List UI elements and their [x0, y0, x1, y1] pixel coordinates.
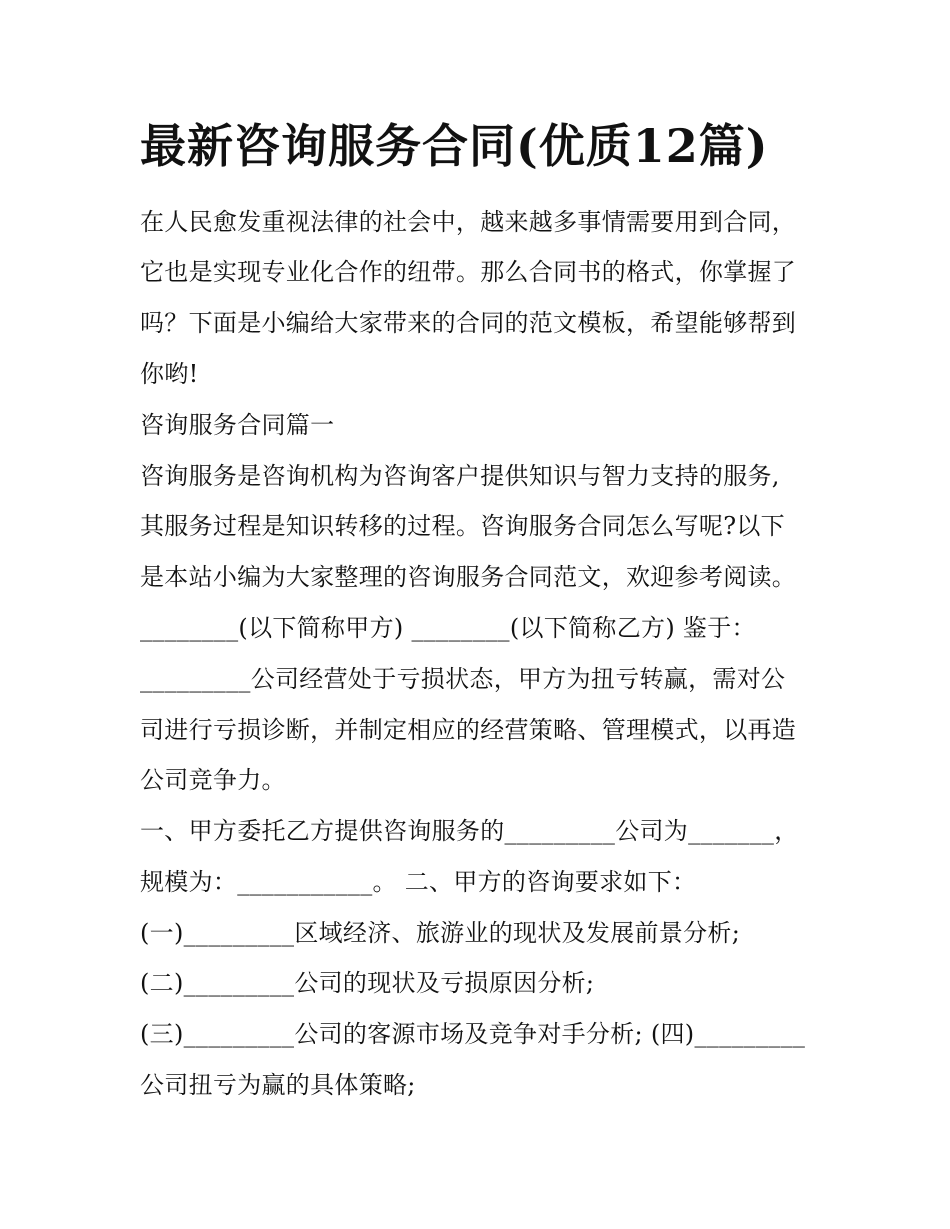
intro-line-3: 吗？下面是小编给大家带来的合同的范文模板，希望能够帮到: [140, 309, 797, 337]
intro-line-1: 在人民愈发重视法律的社会中，越来越多事情需要用到合同，: [140, 208, 797, 236]
body-line-2: 其服务过程是知识转移的过程。咨询服务合同怎么写呢?以下: [140, 512, 785, 540]
requirement-4-cont: 公司扭亏为赢的具体策略;: [140, 1071, 416, 1099]
requirement-1: (一)_________区域经济、旅游业的现状及发展前景分析;: [140, 919, 741, 947]
body-line-3: 是本站小编为大家整理的咨询服务合同范文，欢迎参考阅读。: [140, 563, 797, 591]
requirement-2: (二)_________公司的现状及亏损原因分析;: [140, 969, 595, 997]
intro-line-2: 它也是实现专业化合作的纽带。那么合同书的格式，你掌握了: [140, 258, 797, 286]
intro-line-4: 你哟!: [140, 360, 199, 388]
body-line-1: 咨询服务是咨询机构为咨询客户提供知识与智力支持的服务,: [140, 462, 780, 490]
clause-intro-line-2: 司进行亏损诊断，并制定相应的经营策略、管理模式，以再造: [140, 716, 797, 744]
section-heading: 咨询服务合同篇一: [140, 411, 335, 439]
document-title: 最新咨询服务合同(优质12篇): [140, 119, 769, 173]
clause-intro-line-3: 公司竞争力。: [140, 766, 286, 794]
clause-1-line-1: 一、甲方委托乙方提供咨询服务的_________公司为_______，: [140, 817, 799, 845]
clause-1-line-2: 规模为：___________。 二、甲方的咨询要求如下：: [140, 868, 697, 896]
clause-intro-line-1: _________公司经营处于亏损状态，甲方为扭亏转赢，需对公: [140, 665, 786, 693]
party-line: ________(以下简称甲方) ________(以下简称乙方) 鉴于：: [140, 614, 756, 642]
requirement-3-4: (三)_________公司的客源市场及竞争对手分析; (四)_________: [140, 1020, 806, 1048]
